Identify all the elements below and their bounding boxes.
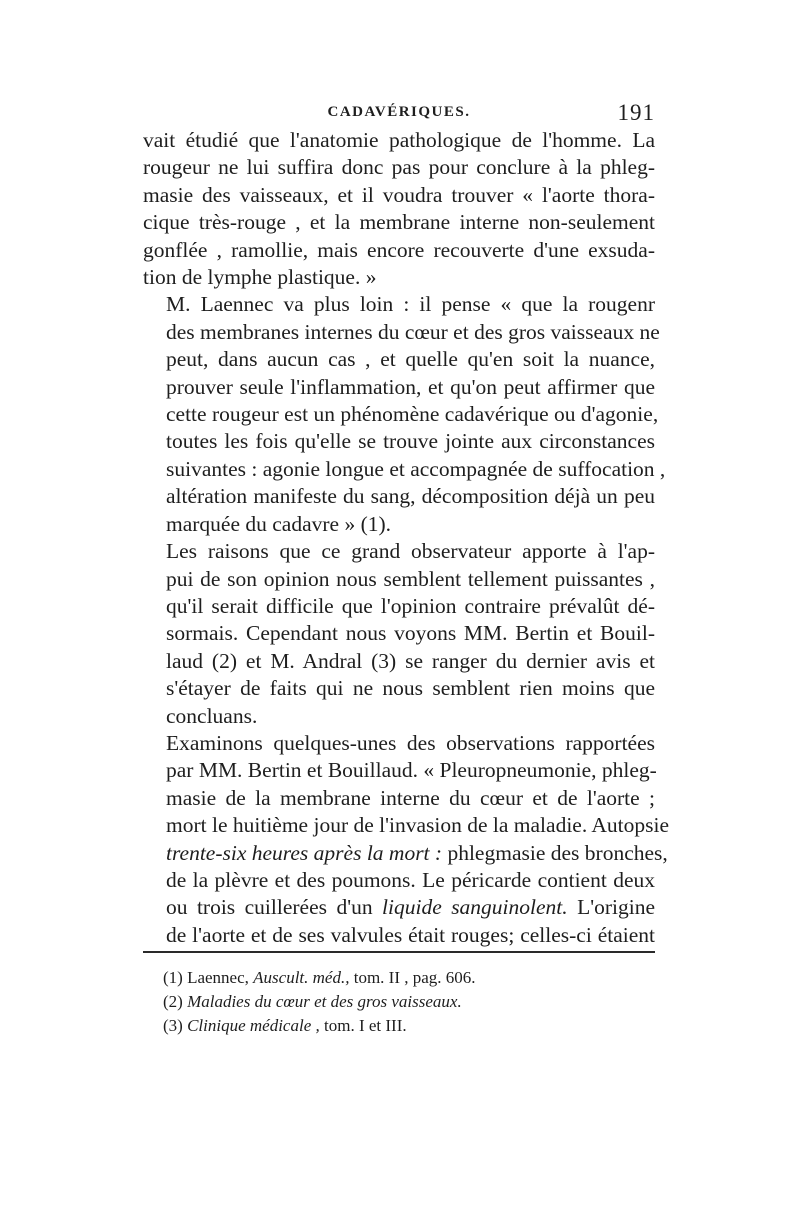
text-line: s'étayer de faits qui ne nous semblent rien moins que — [166, 676, 655, 701]
page-number: 191 — [617, 100, 655, 125]
text-line: par MM. Bertin et Bouillaud. « Pleuropneumonie, phleg- — [166, 758, 657, 783]
text-line: de l'aorte et de ses valvules était rouges; celles-ci étaient — [166, 922, 655, 947]
text-line: vait étudié que l'anatomie pathologique de l'homme. La — [143, 128, 655, 152]
text-line: sormais. Cependant nous voyons MM. Bertin et Bouil- — [166, 621, 655, 646]
text-run: L'origine — [567, 895, 656, 920]
text-line: masie de la membrane interne du cœur et de l'aorte ; — [166, 785, 655, 810]
italic-phrase: trente-six heures après la mort : — [166, 840, 443, 865]
text-run: phlegmasie des bronches, — [442, 840, 668, 865]
paragraph-4 — [143, 730, 670, 949]
text-line: pui de son opinion nous semblent tellement puissantes , — [166, 566, 655, 591]
text-line — [143, 894, 655, 921]
text-line: qu'il serait difficile que l'opinion contraire prévalût dé- — [166, 593, 655, 618]
text-line: marquée du cadavre » (1). — [166, 511, 392, 536]
text-line: des membranes internes du cœur et des gros vaisseaux ne — [166, 319, 660, 344]
paragraph-1 — [143, 127, 655, 291]
footnote-italic: Auscult. méd., — [253, 968, 350, 987]
text-line: cette rougeur est un phénomène cadavérique ou d'agonie, — [166, 402, 659, 427]
text-line: masie des vaisseaux, et il voudra trouver « l'aorte thora- — [143, 182, 655, 207]
text-line — [143, 840, 668, 867]
footnote-italic: Clinique médicale , — [187, 1016, 320, 1035]
footnote-text: tom. II , pag. 606. — [349, 968, 476, 987]
footnote-number: (3) — [163, 1016, 183, 1035]
footnote-1 — [163, 966, 643, 990]
text-line: altération manifeste du sang, décomposition déjà un peu — [166, 484, 655, 509]
text-line: suivantes : agonie longue et accompagnée de suffocation , — [166, 456, 666, 481]
footnote-number: (2) — [163, 992, 183, 1011]
footnote-number: (1) — [163, 968, 183, 987]
text-line: toutes les fois qu'elle se trouve jointe aux circonstances — [166, 429, 655, 454]
footnote-3 — [163, 1014, 643, 1038]
text-line: gonflée , ramollie, mais encore recouverte d'une exsuda- — [143, 237, 655, 262]
italic-phrase: liquide sanguinolent. — [382, 895, 568, 920]
paragraph-2 — [143, 291, 666, 538]
text-line: rougeur ne lui suffira donc pas pour conclure à la phleg- — [143, 155, 655, 180]
text-line: cique très-rouge , et la membrane interne non-seulement — [143, 210, 655, 235]
text-line: de la plèvre et des poumons. Le péricarde contient deux — [166, 867, 655, 892]
footnote-2 — [163, 990, 643, 1014]
footnote-italic: Maladies du cœur et des gros vaisseaux. — [187, 992, 462, 1011]
footnotes — [163, 966, 643, 1038]
footnote-rule — [143, 951, 655, 953]
text-line: mort le huitième jour de l'invasion de la maladie. Autopsie — [166, 813, 670, 838]
body-text — [143, 127, 670, 949]
text-line: concluans. — [166, 703, 258, 728]
text-line: tion de lymphe plastique. » — [143, 265, 377, 290]
footnote-text: tom. I et III. — [319, 1016, 407, 1035]
text-line: laud (2) et M. Andral (3) se ranger du dernier avis et — [166, 648, 655, 673]
text-line: peut, dans aucun cas , et quelle qu'en soit la nuance, — [166, 347, 655, 372]
text-line: Les raisons que ce grand observateur apporte à l'ap- — [166, 539, 655, 564]
text-line: M. Laennec va plus loin : il pense « que la rougenr — [166, 292, 655, 317]
text-line: Examinons quelques-unes des observations rapportées — [166, 730, 655, 755]
text-line: prouver seule l'inflammation, et qu'on peut affirmer que — [166, 374, 655, 399]
text-run: ou trois cuillerées d'un — [166, 895, 383, 920]
paragraph-3 — [143, 538, 655, 730]
running-title: CADAVÉRIQUES. — [327, 104, 471, 120]
footnote-text: Laennec, — [182, 968, 254, 987]
